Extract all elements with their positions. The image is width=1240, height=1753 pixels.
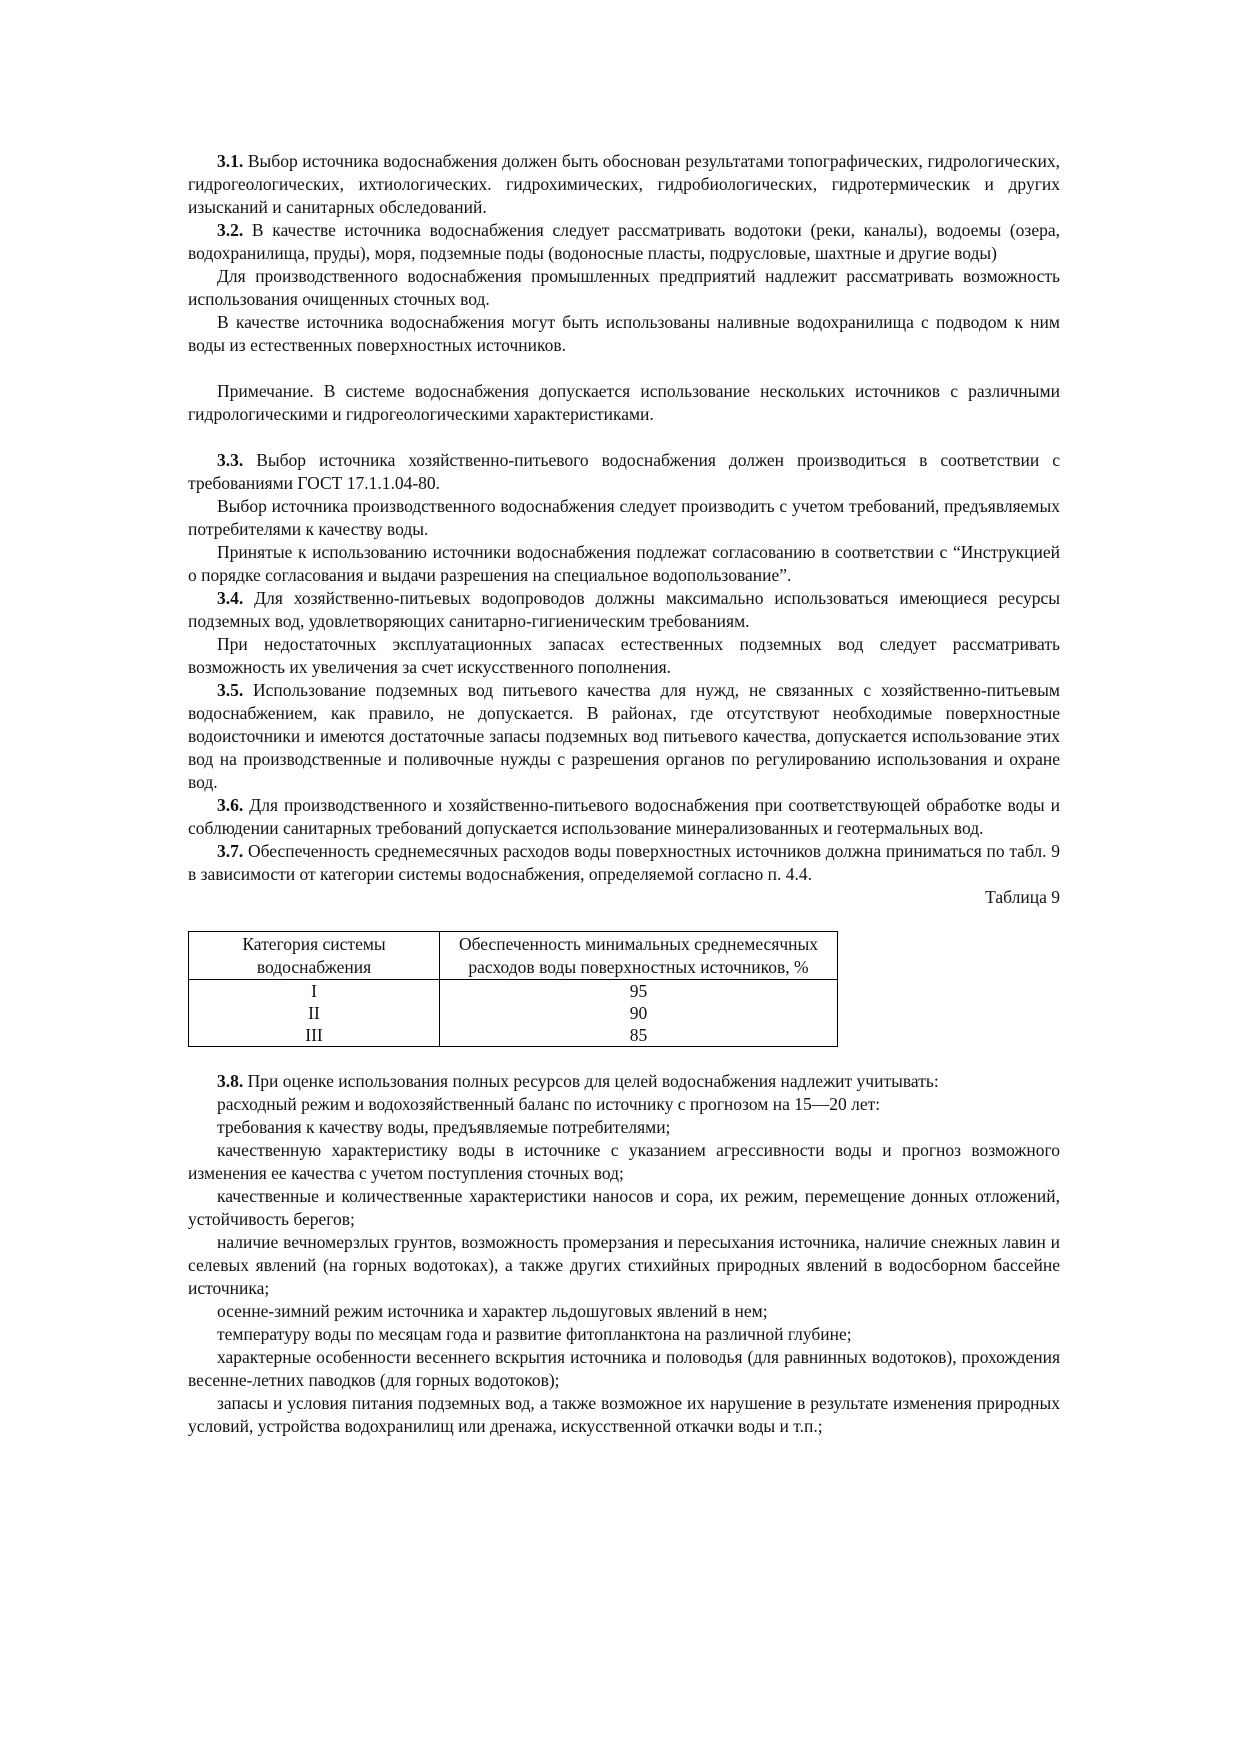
clause-number: 3.1. (217, 151, 244, 171)
table-cell-category: II (189, 1002, 440, 1024)
paragraph-text: требования к качеству воды, предъявляемые потребителями; (217, 1117, 671, 1137)
table-header-category: Категория системы водоснабжения (189, 932, 440, 980)
paragraph-text: В качестве источника водоснабжения следует рассматривать водотоки (реки, каналы), водоемы (озера, водохранилища, пруды), моря, подземные поды (водоносные пласты, подрусловые, шахтные и другие воды) (188, 220, 1060, 263)
clause-number: 3.2. (217, 220, 244, 240)
table-cell-value: 85 (440, 1024, 838, 1047)
paragraph-text: Обеспеченность среднемесячных расходов воды поверхностных источников должна приниматься по табл. 9 в зависимости от категории системы водоснабжения, определяемой согласно п. 4.4. (188, 841, 1060, 884)
clause-number: 3.8. (217, 1071, 244, 1091)
table-row (189, 1024, 838, 1047)
paragraph-text: Использование подземных вод питьевого качества для нужд, не связанных с хозяйственно-питьевым водоснабжением, как правило, не допускается. В районах, где отсутствуют необходимые поверхностные водоисточники и имеются достаточные запасы подземных вод питьевого качества, допускается использование этих вод на производственные и поливочные нужды с разрешения органов по регулированию использования и охране вод. (188, 680, 1060, 792)
paragraph-text: При оценке использования полных ресурсов для целей водоснабжения надлежит учитывать: (243, 1071, 939, 1091)
paragraph-text: Принятые к использованию источники водоснабжения подлежат согласованию в соответствии с “Инструкцией о порядке согласования и выдачи разрешения на специальное водопользование”. (188, 542, 1060, 585)
paragraph-source-choice (188, 495, 1060, 541)
list-item (188, 1300, 1060, 1323)
list-item (188, 1139, 1060, 1185)
paragraph-industrial-supply (188, 265, 1060, 311)
note-paragraph: Примечание. В системе водоснабжения допускается использование нескольких источников с различными гидрологическими и гидрогеологическими характеристиками. (188, 381, 1060, 424)
paragraph-3-4 (188, 587, 1060, 633)
table-header-supply: Обеспеченность минимальных среднемесячных расходов воды поверхностных источников, % (440, 932, 838, 980)
paragraph-text: характерные особенности весеннего вскрытия источника и половодья (для равнинных водотоков), прохождения весенне-летних паводков (для горных водотоков); (188, 1347, 1060, 1390)
paragraph-3-7 (188, 840, 1060, 886)
spacer (188, 909, 1060, 931)
clause-number: 3.3. (217, 450, 244, 470)
paragraph-3-3 (188, 449, 1060, 495)
paragraph-artificial-recharge (188, 633, 1060, 679)
paragraph-text: наличие вечномерзлых грунтов, возможность промерзания и пересыхания источника, наличие снежных лавин и селевых явлений (на горных водотоках), а также других стихийных природных явлений в водосборном бассейне источника; (188, 1232, 1060, 1298)
paragraph-text: Для хозяйственно-питьевых водопроводов должны максимально использоваться имеющиеся ресурсы подземных вод, удовлетворяющих санитарно-гигиеническим требованиям. (188, 588, 1060, 631)
clause-number: 3.6. (217, 795, 244, 815)
list-item (188, 1231, 1060, 1300)
list-item (188, 1093, 1060, 1116)
paragraph-text: При недостаточных эксплуатационных запасах естественных подземных вод следует рассматривать возможность их увеличения за счет искусственного пополнения. (188, 634, 1060, 677)
paragraph-reservoirs (188, 311, 1060, 357)
spacer (188, 426, 1060, 449)
table-row (189, 980, 838, 1003)
spacer (188, 357, 1060, 380)
table-cell-category: III (189, 1024, 440, 1047)
paragraph-text: Для производственного водоснабжения промышленных предприятий надлежит рассматривать возможность использования очищенных сточных вод. (188, 266, 1060, 309)
document-page (188, 150, 1060, 1438)
paragraph-text: качественные и количественные характеристики наносов и сора, их режим, перемещение донных отложений, устойчивость берегов; (188, 1186, 1060, 1229)
list-item (188, 1346, 1060, 1392)
paragraph-text: Для производственного и хозяйственно-питьевого водоснабжения при соответствующей обработке воды и соблюдении санитарных требований допускается использование минерализованных и геотермальных вод. (188, 795, 1060, 838)
list-item (188, 1323, 1060, 1346)
paragraph-3-1 (188, 150, 1060, 219)
table-cell-value: 95 (440, 980, 838, 1003)
paragraph-text: Выбор источника хозяйственно-питьевого водоснабжения должен производиться в соответствии с требованиями ГОСТ 17.1.1.04-80. (188, 450, 1060, 493)
paragraph-text: температуру воды по месяцам года и развитие фитопланктона на различной глубине; (217, 1324, 852, 1344)
paragraph-text: расходный режим и водохозяйственный баланс по источнику с прогнозом на 15—20 лет: (217, 1094, 881, 1114)
paragraph-text: осенне-зимний режим источника и характер льдошуговых явлений в нем; (217, 1301, 768, 1321)
list-item (188, 1392, 1060, 1438)
paragraph-3-6 (188, 794, 1060, 840)
list-item (188, 1185, 1060, 1231)
paragraph-text: Выбор источника водоснабжения должен быть обоснован результатами топографических, гидрологических, гидрогеологических, ихтиологических. гидрохимических, гидробиологических, гидротермическик и других изысканий и санитарных обследований. (188, 151, 1060, 217)
table-cell-value: 90 (440, 1002, 838, 1024)
table-row (189, 1002, 838, 1024)
spacer (188, 1047, 1060, 1070)
paragraph-text: Выбор источника производственного водоснабжения следует производить с учетом требований, предъявляемых потребителями к качеству воды. (188, 496, 1060, 539)
paragraph-3-8 (188, 1070, 1060, 1093)
paragraph-3-5 (188, 679, 1060, 794)
paragraph-text: качественную характеристику воды в источнике с указанием агрессивности воды и прогноз возможного изменения ее качества с учетом поступления сточных вод; (188, 1140, 1060, 1183)
paragraph-3-2 (188, 219, 1060, 265)
list-item (188, 1116, 1060, 1139)
table-9 (188, 931, 838, 1047)
paragraph-approval (188, 541, 1060, 587)
paragraph-text: запасы и условия питания подземных вод, а также возможное их нарушение в результате изменения природных условий, устройства водохранилищ или дренажа, искусственной откачки воды и т.п.; (188, 1393, 1060, 1436)
table-cell-category: I (189, 980, 440, 1003)
table-caption: Таблица 9 (985, 887, 1060, 907)
clause-number: 3.5. (217, 680, 244, 700)
paragraph-text: В качестве источника водоснабжения могут быть использованы наливные водохранилища с подводом к ним воды из естественных поверхностных источников. (188, 312, 1060, 355)
table-header-row (189, 932, 838, 980)
clause-number: 3.7. (217, 841, 244, 861)
clause-number: 3.4. (217, 588, 244, 608)
